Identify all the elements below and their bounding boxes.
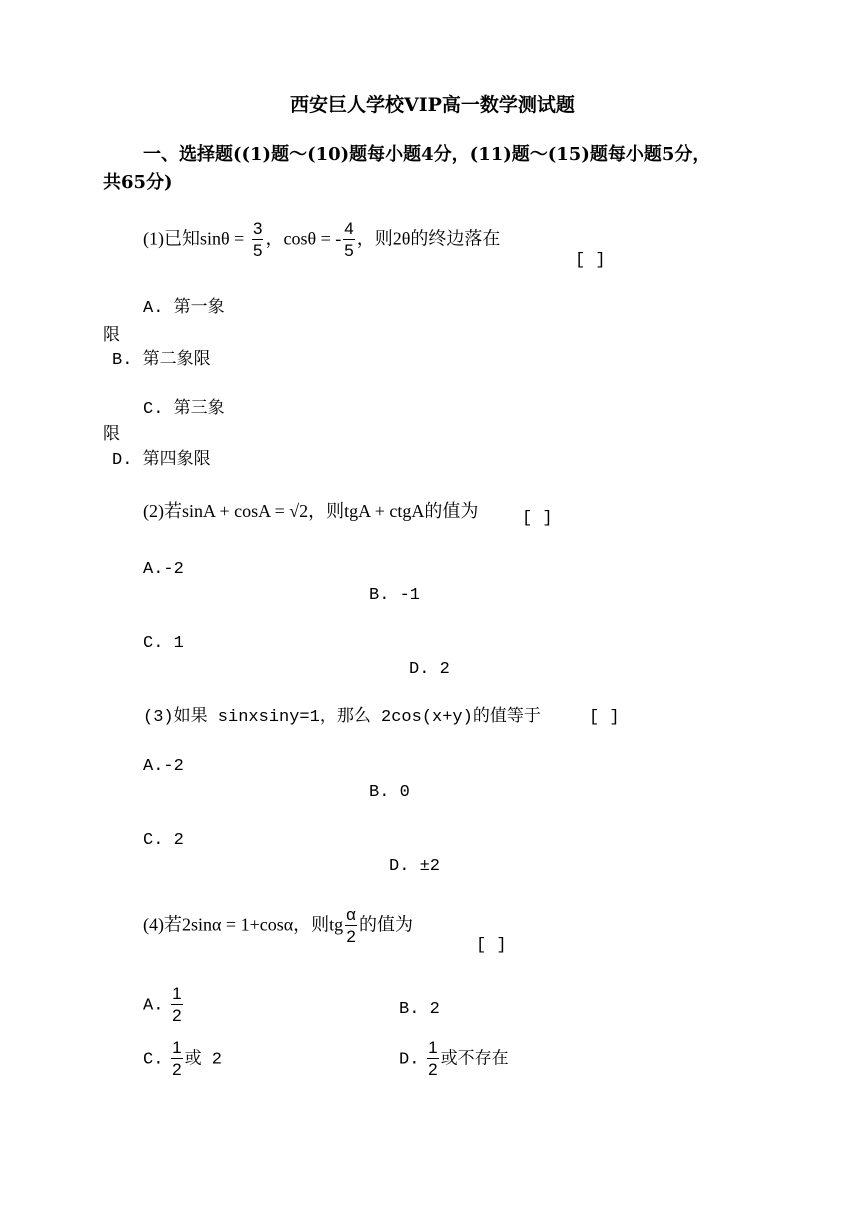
q4-d-den: 2 xyxy=(428,1060,438,1079)
q4-option-a-label: A. xyxy=(143,996,164,1016)
q1-suffix: ，则2θ的终边落在 xyxy=(356,228,501,249)
question-1-stem xyxy=(143,220,500,259)
q4-frac-den: 2 xyxy=(346,927,356,946)
q2-option-a: A.-2 xyxy=(143,560,184,579)
q2-option-b: B. -1 xyxy=(369,586,421,605)
q1-option-d: D. 第四象限 xyxy=(112,451,211,470)
q4-option-d-suffix: 或不存在 xyxy=(440,1050,509,1070)
q1-prefix: (1)已知 xyxy=(143,228,200,249)
fraction-bar xyxy=(252,239,263,240)
q4-c-den: 2 xyxy=(172,1060,182,1079)
q4-option-c xyxy=(143,1039,222,1078)
q4-a-num: 1 xyxy=(172,984,182,1003)
q2-option-d: D. 2 xyxy=(409,660,450,679)
page-title: 西安巨人学校VIP高一数学测试题 xyxy=(290,94,575,116)
q2-option-c: C. 1 xyxy=(143,634,184,653)
q4-option-c-suffix: 或 2 xyxy=(184,1050,223,1070)
q3-option-b: B. 0 xyxy=(369,783,410,802)
q4-answer-bracket: [ ] xyxy=(476,936,507,955)
q1-fraction-3-5 xyxy=(252,220,263,259)
fraction-bar xyxy=(171,1058,182,1059)
fraction-bar xyxy=(427,1058,438,1059)
q4-option-d xyxy=(399,1039,509,1078)
q1-frac2-den: 5 xyxy=(344,241,354,260)
q1-option-c-wrap: 限 xyxy=(103,426,120,445)
q3-option-d: D. ±2 xyxy=(389,857,441,876)
fraction-bar xyxy=(345,925,357,926)
question-2-stem: (2)若sinA + cosA = √2，则tgA + ctgA的值为 xyxy=(143,501,479,521)
q3-option-c: C. 2 xyxy=(143,831,184,850)
q4-option-a xyxy=(143,985,185,1024)
q3-answer-bracket: [ ] xyxy=(589,708,620,727)
q1-option-a: A. 第一象 xyxy=(143,299,225,318)
q1-sin: sinθ = xyxy=(200,228,245,249)
fraction-bar xyxy=(343,239,354,240)
q4-suffix: 的值为 xyxy=(358,914,413,935)
q4-option-c-fraction xyxy=(171,1039,182,1078)
q1-fraction-4-5 xyxy=(343,220,354,259)
q4-option-d-label: D. xyxy=(399,1050,420,1070)
q1-answer-bracket: [ ] xyxy=(575,251,606,270)
section-heading-line1: 一、选择题((1)题～(10)题每小题4分，(11)题～(15)题每小题5分， xyxy=(143,144,711,165)
q1-option-a-wrap: 限 xyxy=(103,327,120,346)
q4-prefix: (4)若2sinα = 1+cosα，则tg xyxy=(143,914,344,935)
q1-frac2-num: 4 xyxy=(344,219,354,238)
q1-frac1-num: 3 xyxy=(253,219,263,238)
q4-option-c-label: C. xyxy=(143,1050,164,1070)
q4-option-b: B. 2 xyxy=(399,1000,440,1019)
q4-option-a-fraction xyxy=(171,985,182,1024)
q4-c-num: 1 xyxy=(172,1038,182,1057)
q3-option-a: A.-2 xyxy=(143,757,184,776)
q1-comma: ， xyxy=(265,228,284,249)
q1-option-c: C. 第三象 xyxy=(143,400,225,419)
q2-answer-bracket: [ ] xyxy=(522,509,553,528)
fraction-bar xyxy=(171,1004,182,1005)
q1-cos: cosθ = - xyxy=(283,228,342,249)
q4-option-d-fraction xyxy=(427,1039,438,1078)
q1-frac1-den: 5 xyxy=(253,241,263,260)
q4-frac-num: α xyxy=(346,905,356,924)
q4-d-num: 1 xyxy=(428,1038,438,1057)
question-3-stem: (3)如果 sinxsiny=1，那么 2cos(x+y)的值等于 xyxy=(143,708,541,727)
question-4-stem xyxy=(143,906,413,945)
q4-a-den: 2 xyxy=(172,1006,182,1025)
q4-fraction-alpha-2 xyxy=(345,906,357,945)
q1-option-b: B. 第二象限 xyxy=(112,351,211,370)
section-heading-line2: 共65分) xyxy=(103,172,173,193)
